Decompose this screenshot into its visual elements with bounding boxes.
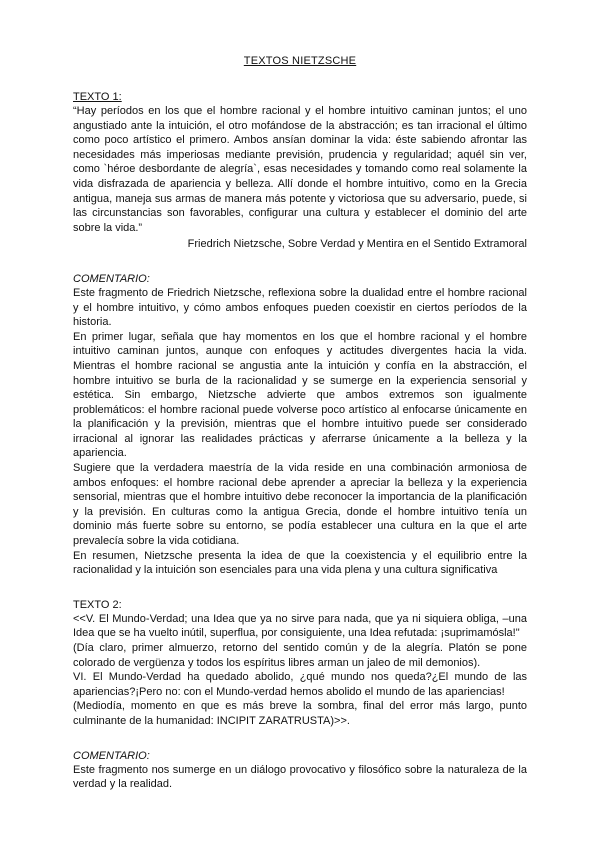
comentario-1-paragraph: En resumen, Nietzsche presenta la idea de que la coexistencia y el equilibrio entre la racionalidad y la intuición son esenciales para una vida plena y una cultura significativa	[73, 549, 527, 577]
comentario-2-section	[73, 749, 527, 792]
comentario-1-paragraph: En primer lugar, señala que hay momentos en los que el hombre racional y el hombre intuitivo caminan juntos, aunque con enfoques y actitudes divergentes hacia la vida. Mientras el hombre racional se angustia ante la intuición y confía en la abstracción, el hombre intuitivo se burla de la racionalidad y se sumerge en la experiencia sensorial y estética. Sin embargo, Nietzsche advierte que ambos extremos son igualmente problemáticos: el hombre racional puede volverse poco artístico al enfocarse únicamente en la planificación y la previsión, mientras que el hombre intuitivo puede ser considerado irracional al ignorar las realidades prácticas y aferrarse únicamente a la belleza y la apariencia.	[73, 330, 527, 460]
comentario-1-paragraph: Este fragmento de Friedrich Nietzsche, reflexiona sobre la dualidad entre el hombre racional y el hombre intuitivo, y cómo ambos enfoques pueden coexistir en ciertos períodos de la historia.	[73, 286, 527, 329]
document-title: TEXTOS NIETZSCHE	[243, 55, 357, 67]
texto-1-section	[73, 90, 527, 252]
texto-2-paragraph: (Día claro, primer almuerzo, retorno del sentido común y de la alegría. Platón se pone colorado de vergüenza y todos los espíritus libres arman un jaleo de mil demonios).	[73, 642, 527, 669]
texto-2-paragraph: (Mediodía, momento en que es más breve la sombra, final del error más largo, punto culminante de la humanidad: INCIPIT ZARATRUSTA)>>.	[73, 700, 527, 727]
comentario-1-label: COMENTARIO:	[73, 272, 150, 285]
texto-2-label: TEXTO 2:	[73, 598, 122, 611]
texto-1-label: TEXTO 1:	[73, 91, 122, 103]
texto-2-section	[73, 598, 527, 729]
comentario-2-label: COMENTARIO:	[73, 749, 150, 762]
texto-1-quote: “Hay períodos en los que el hombre racional y el hombre intuitivo caminan juntos; el uno angustiado ante la intuición, el otro mofándose de la abstracción; es tan irracional el último como poco artístico el primero. Ambos ansían dominar la vida: éste sabiendo afrontar las necesidades más imperiosas mediante previsión, prudencia y regularidad; aquél sin ver, como `héroe desbordante de alegría`, esas necesidades y tomando como real solamente la vida disfrazada de apariencia y belleza. Allí donde el hombre intuitivo, como en la Grecia antigua, maneja sus armas de manera más potente y victoriosa que su adversario, puede, si las circunstancias son favorables, configurar una cultura y establecer el dominio del arte sobre la vida.”	[73, 105, 527, 234]
comentario-2-paragraph: Este fragmento nos sumerge en un diálogo provocativo y filosófico sobre la naturaleza de la verdad y la realidad.	[73, 763, 527, 791]
texto-1-attribution: Friedrich Nietzsche, Sobre Verdad y Mentira en el Sentido Extramoral	[187, 238, 527, 251]
comentario-1-section	[73, 272, 527, 578]
comentario-1-paragraph: Sugiere que la verdadera maestría de la vida reside en una combinación armoniosa de ambos enfoques: el hombre racional debe aprender a apreciar la belleza y la experiencia sensorial, mientras que el hombre intuitivo debe reconocer la importancia de la planificación y la previsión. En culturas como la antigua Grecia, donde el hombre intuitivo tenía un dominio más fuerte sobre su entorno, se podía establecer una cultura en la que el arte prevalecía sobre la vida cotidiana.	[73, 462, 527, 548]
texto-2-paragraph: <<V. El Mundo-Verdad; una Idea que ya no sirve para nada, que ya ni siquiera obliga, –una Idea que se ha vuelto inútil, superflua, por consiguiente, una Idea refutada: ¡suprimamósla!"	[73, 612, 527, 640]
texto-2-paragraph: VI. El Mundo-Verdad ha quedado abolido, ¿qué mundo nos queda?¿El mundo de las apariencias?¡Pero no: con el Mundo-verdad hemos abolido el mundo de las apariencias!	[73, 671, 527, 698]
